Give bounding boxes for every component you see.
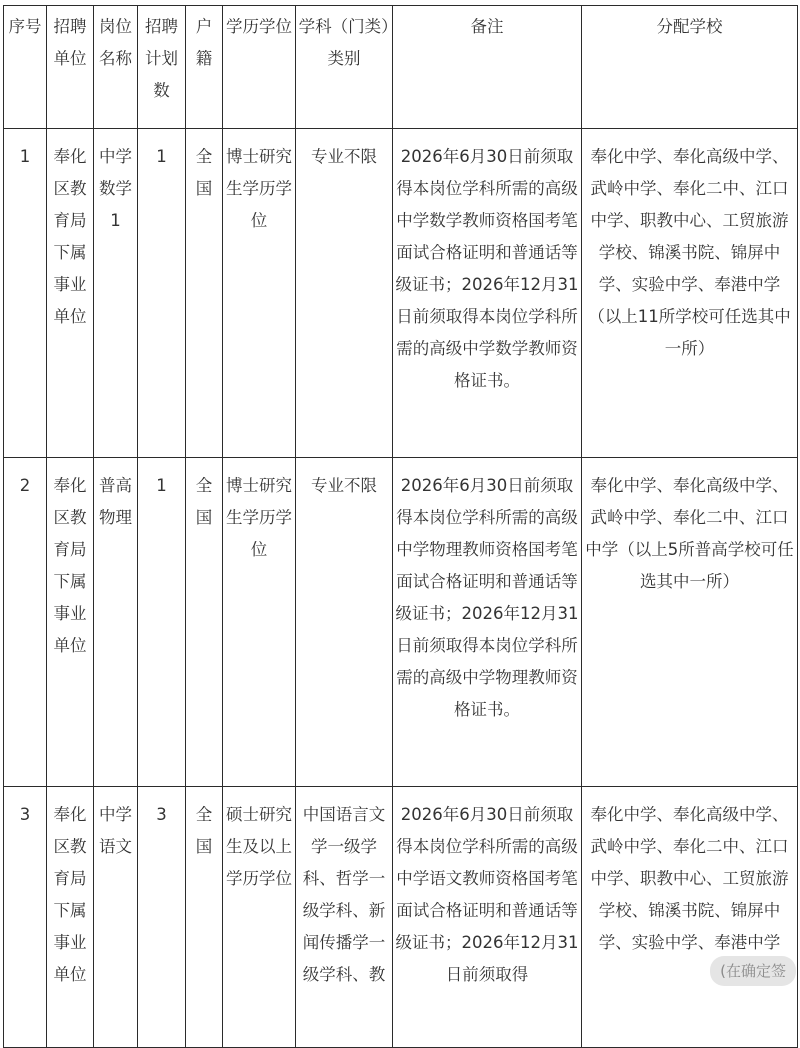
- cell-unit: 奉化区教育局下属事业单位: [47, 129, 94, 458]
- watermark-badge: (在确定签: [710, 956, 796, 986]
- cell-edu: 博士研究生学历学位: [223, 458, 296, 787]
- cell-edu: 博士研究生学历学位: [223, 129, 296, 458]
- cell-edu: 硕士研究生及以上学历学位: [223, 787, 296, 1048]
- cell-huji: 全国: [186, 129, 223, 458]
- cell-plan: 1: [138, 129, 186, 458]
- header-post: 岗位名称: [94, 6, 138, 129]
- header-unit: 招聘单位: [47, 6, 94, 129]
- cell-subject: 专业不限: [296, 129, 393, 458]
- cell-subject: 中国语言文学一级学科、哲学一级学科、新闻传播学一级学科、教: [296, 787, 393, 1048]
- header-row: [4, 6, 798, 129]
- cell-schools: 奉化中学、奉化高级中学、武岭中学、奉化二中、江口中学、职教中心、工贸旅游学校、锦溪书院、锦屏中学、实验中学、奉港中学: [582, 787, 798, 1048]
- cell-seq: 2: [4, 458, 47, 787]
- cell-post: 中学数学1: [94, 129, 138, 458]
- cell-unit: 奉化区教育局下属事业单位: [47, 458, 94, 787]
- header-plan: 招聘计划数: [138, 6, 186, 129]
- table-row: [4, 458, 798, 787]
- cell-remark: 2026年6月30日前须取得本岗位学科所需的高级中学数学教师资格国考笔面试合格证明和普通话等级证书；2026年12月31日前须取得本岗位学科所需的高级中学数学教师资格证书。: [393, 129, 582, 458]
- header-edu: 学历学位: [223, 6, 296, 129]
- table-row: [4, 129, 798, 458]
- cell-seq: 1: [4, 129, 47, 458]
- header-subject: 学科（门类）类别: [296, 6, 393, 129]
- cell-plan: 1: [138, 458, 186, 787]
- cell-schools: 奉化中学、奉化高级中学、武岭中学、奉化二中、江口中学（以上5所普高学校可任选其中一所）: [582, 458, 798, 787]
- cell-plan: 3: [138, 787, 186, 1048]
- recruitment-table: [3, 5, 798, 1048]
- header-huji: 户籍: [186, 6, 223, 129]
- header-schools: 分配学校: [582, 6, 798, 129]
- cell-post: 普高物理: [94, 458, 138, 787]
- cell-huji: 全国: [186, 787, 223, 1048]
- table-row: [4, 787, 798, 1048]
- header-remark: 备注: [393, 6, 582, 129]
- cell-schools: 奉化中学、奉化高级中学、武岭中学、奉化二中、江口中学、职教中心、工贸旅游学校、锦溪书院、锦屏中学、实验中学、奉港中学（以上11所学校可任选其中一所）: [582, 129, 798, 458]
- cell-remark: 2026年6月30日前须取得本岗位学科所需的高级中学语文教师资格国考笔面试合格证明和普通话等级证书；2026年12月31日前须取得: [393, 787, 582, 1048]
- header-seq: 序号: [4, 6, 47, 129]
- cell-remark: 2026年6月30日前须取得本岗位学科所需的高级中学物理教师资格国考笔面试合格证明和普通话等级证书；2026年12月31日前须取得本岗位学科所需的高级中学物理教师资格证书。: [393, 458, 582, 787]
- cell-subject: 专业不限: [296, 458, 393, 787]
- cell-unit: 奉化区教育局下属事业单位: [47, 787, 94, 1048]
- cell-post: 中学语文: [94, 787, 138, 1048]
- cell-huji: 全国: [186, 458, 223, 787]
- cell-seq: 3: [4, 787, 47, 1048]
